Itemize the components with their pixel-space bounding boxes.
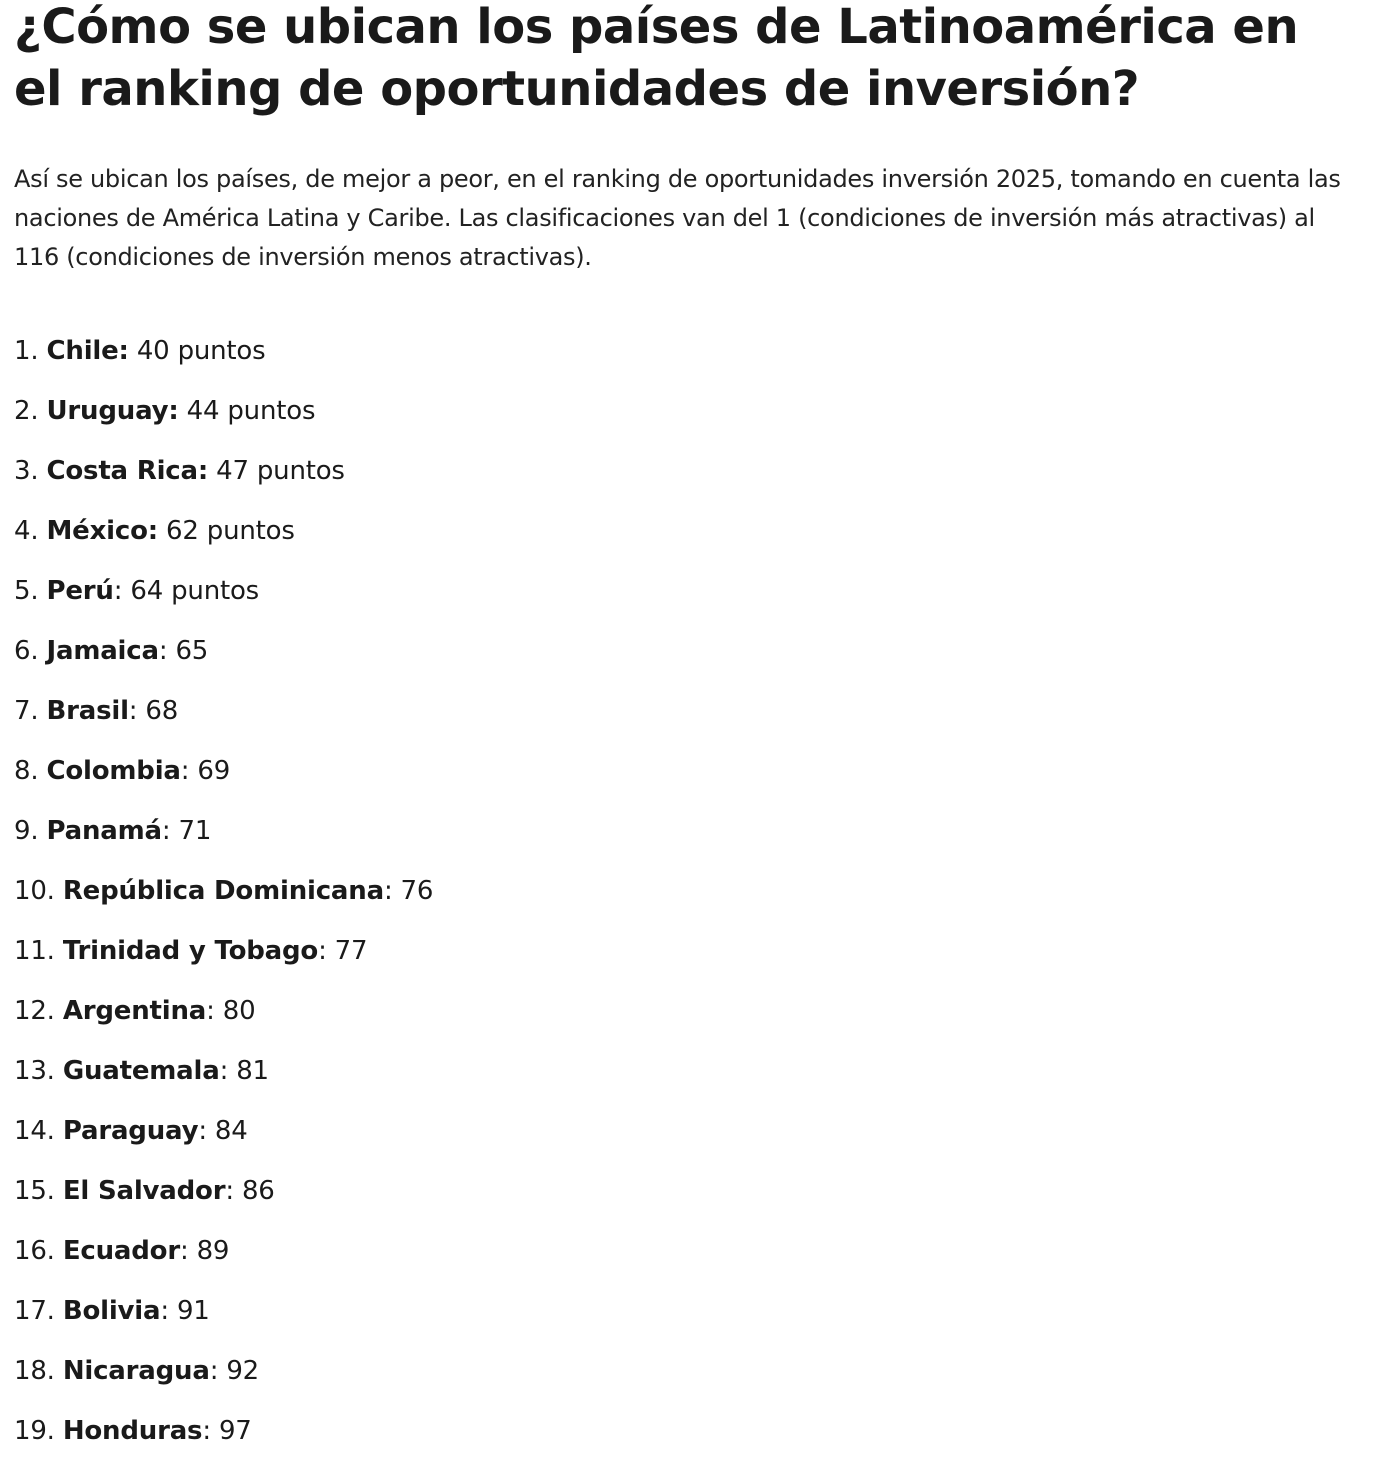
country-score: 40 puntos [128, 336, 266, 366]
country-score: 47 puntos [208, 456, 345, 486]
list-item [14, 1161, 1375, 1221]
rank-number: 8. [14, 756, 39, 786]
country-name: Ecuador [62, 1236, 180, 1266]
country-name: Perú [46, 576, 114, 606]
country-name: Bolivia [62, 1296, 161, 1326]
country-name: Nicaragua [62, 1356, 210, 1386]
intro-paragraph: Así se ubican los países, de mejor a peor, en el ranking de oportunidades inversión 2025, tomando en cuenta las naciones de América Latina y Caribe. Las clasificaciones van del 1 (condiciones de inversión más atractivas) al 116 (condiciones de inversión menos atractivas). [14, 165, 1341, 271]
list-item [14, 1281, 1375, 1341]
rank-number: 1. [14, 336, 39, 366]
country-score: : 76 [383, 876, 434, 906]
rank-number: 15. [14, 1176, 55, 1206]
list-item [14, 441, 1375, 501]
country-score: : 92 [209, 1356, 260, 1386]
country-name: Paraguay [62, 1116, 199, 1146]
country-name: Costa Rica: [46, 456, 209, 486]
country-name: El Salvador [62, 1176, 226, 1206]
list-item [14, 1401, 1375, 1461]
country-score: : 84 [198, 1116, 248, 1146]
country-score: : 69 [180, 756, 231, 786]
country-name: Honduras [62, 1416, 203, 1446]
country-score: : 89 [179, 1236, 230, 1266]
country-score: : 65 [158, 636, 209, 666]
country-score: : 97 [202, 1416, 252, 1446]
list-item [14, 981, 1375, 1041]
rank-number: 7. [14, 696, 39, 726]
rank-number: 9. [14, 816, 39, 846]
page-title: ¿Cómo se ubican los países de Latinoamérica en el ranking de oportunidades de inversión? [14, 0, 1299, 117]
ranking-list [14, 321, 1375, 1461]
country-name: Chile: [46, 336, 129, 366]
country-name: Jamaica [46, 636, 159, 666]
country-score: 62 puntos [157, 516, 295, 546]
country-name: México: [46, 516, 158, 546]
list-item [14, 1341, 1375, 1401]
rank-number: 6. [14, 636, 39, 666]
rank-number: 10. [14, 876, 55, 906]
rank-number: 3. [14, 456, 39, 486]
rank-number: 18. [14, 1356, 55, 1386]
country-name: Uruguay: [46, 396, 179, 426]
country-name: Trinidad y Tobago [62, 936, 319, 966]
list-item [14, 1221, 1375, 1281]
list-item [14, 621, 1375, 681]
rank-number: 12. [14, 996, 55, 1026]
list-item [14, 501, 1375, 561]
list-item [14, 681, 1375, 741]
country-name: Brasil [46, 696, 129, 726]
country-score: : 77 [318, 936, 368, 966]
list-item [14, 381, 1375, 441]
country-score: : 68 [128, 696, 179, 726]
rank-number: 17. [14, 1296, 55, 1326]
rank-number: 11. [14, 936, 55, 966]
country-score: : 71 [161, 816, 212, 846]
country-score: : 64 puntos [113, 576, 260, 606]
country-name: Guatemala [62, 1056, 220, 1086]
country-name: Panamá [46, 816, 162, 846]
list-item [14, 1101, 1375, 1161]
list-item [14, 921, 1375, 981]
country-score: : 91 [160, 1296, 210, 1326]
rank-number: 4. [14, 516, 39, 546]
rank-number: 13. [14, 1056, 55, 1086]
list-item [14, 321, 1375, 381]
rank-number: 16. [14, 1236, 55, 1266]
country-name: Argentina [62, 996, 207, 1026]
list-item [14, 861, 1375, 921]
rank-number: 2. [14, 396, 39, 426]
list-item [14, 741, 1375, 801]
rank-number: 19. [14, 1416, 55, 1446]
country-score: : 86 [225, 1176, 275, 1206]
list-item [14, 1041, 1375, 1101]
country-name: República Dominicana [62, 876, 384, 906]
country-name: Colombia [46, 756, 181, 786]
country-score: : 80 [206, 996, 256, 1026]
rank-number: 5. [14, 576, 39, 606]
list-item [14, 561, 1375, 621]
rank-number: 14. [14, 1116, 55, 1146]
country-score: : 81 [219, 1056, 269, 1086]
country-score: 44 puntos [178, 396, 316, 426]
list-item [14, 801, 1375, 861]
